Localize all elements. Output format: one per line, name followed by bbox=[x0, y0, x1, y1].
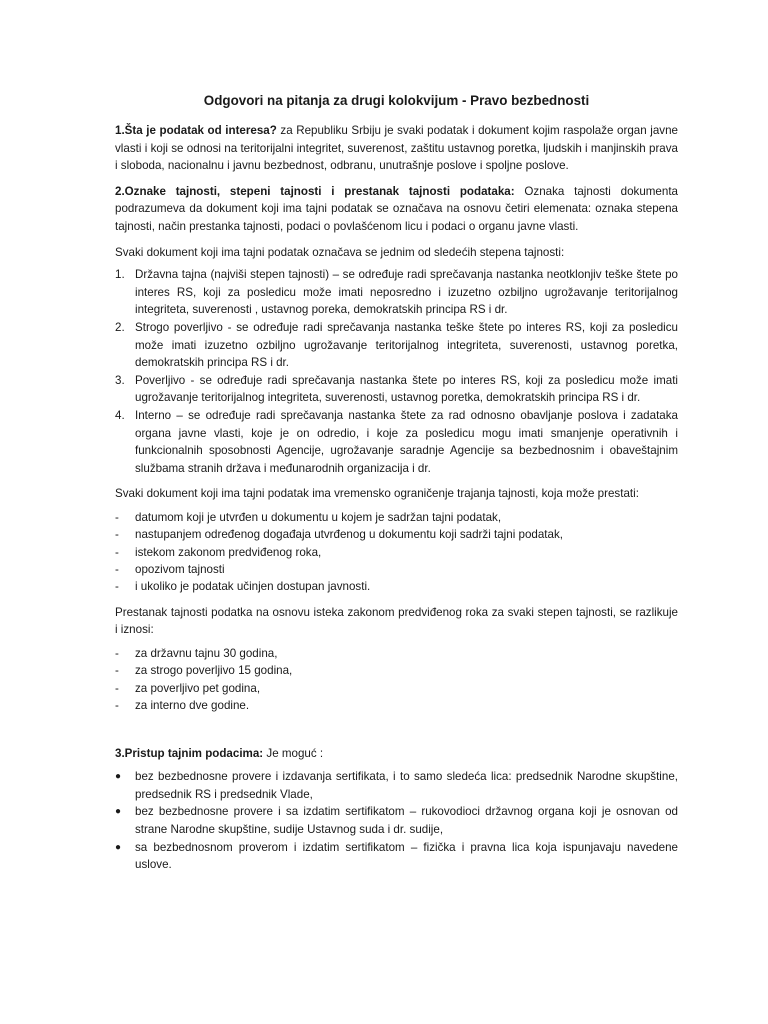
dash-marker: - bbox=[115, 510, 119, 524]
q2-paragraph bbox=[115, 183, 678, 236]
q3-paragraph bbox=[115, 745, 678, 763]
document-title: Odgovori na pitanja za drugi kolokvijum - Pravo bezbednosti bbox=[203, 93, 590, 108]
list-item bbox=[115, 662, 678, 679]
list-item bbox=[115, 319, 678, 372]
list-number: 2. bbox=[115, 320, 125, 334]
bullet-icon: ● bbox=[115, 806, 122, 818]
secrecy-levels-list bbox=[115, 266, 678, 477]
list-item-text: istekom zakonom predviđenog roka, bbox=[135, 545, 322, 559]
list-item bbox=[115, 803, 678, 838]
expiry-list bbox=[115, 645, 678, 715]
list-item bbox=[115, 544, 678, 561]
expiry-intro: Prestanak tajnosti podatka na osnovu isteka zakonom predviđenog roka za svaki stepen tajnosti, se razlikuje i iznosi: bbox=[115, 605, 678, 637]
list-item-text: Poverljivo - se određuje radi sprečavanja nastanka štete po interes RS, koji za posledicu može imati ugrožavanje teritorijalnog integriteta, suverenosti, ustavnog poretka, demokratskih principa RS i dr. bbox=[135, 373, 678, 405]
bullet-icon: ● bbox=[115, 771, 122, 783]
dash-marker: - bbox=[115, 528, 119, 542]
list-item bbox=[115, 407, 678, 477]
list-item-text: bez bezbednosne provere i sa izdatim sertifikatom – rukovodioci državnog organa koji je osnovan od strane Narodne skupštine, sudije Ustavnog suda i dr. sudije, bbox=[135, 805, 678, 836]
list-item-text: nastupanjem određenog događaja utvrđenog u dokumentu koji sadrži tajni podatak, bbox=[135, 528, 563, 542]
time-limit-list bbox=[115, 509, 678, 596]
time-limit-intro: Svaki dokument koji ima tajni podatak ima vremensko ograničenje trajanja tajnosti, koja može prestati: bbox=[115, 487, 639, 501]
dash-marker: - bbox=[115, 563, 119, 577]
list-number: 3. bbox=[115, 373, 125, 387]
list-item bbox=[115, 645, 678, 662]
dash-marker: - bbox=[115, 580, 119, 594]
list-item bbox=[115, 372, 678, 407]
list-item-text: za strogo poverljivo 15 godina, bbox=[135, 664, 293, 678]
dash-marker: - bbox=[115, 664, 119, 678]
access-list bbox=[115, 768, 678, 874]
section-spacer bbox=[115, 723, 678, 745]
list-item-text: Državna tajna (najviši stepen tajnosti) – se određuje radi sprečavanja nastanka neotklonjiv teške štete po interes RS, koji za posledicu može imati neposredno i izuzetno ozbiljno ugrožavanje teritorijalnog integriteta, suverenosti , ustavnog poreka, demokratskih principa RS i dr. bbox=[135, 268, 678, 317]
dash-marker: - bbox=[115, 647, 119, 661]
list-number: 1. bbox=[115, 268, 125, 282]
list-item-text: sa bezbednosnom proverom i izdatim sertifikatom – fizička i pravna lica koja ispunjavaju navedene uslove. bbox=[135, 840, 678, 872]
q1-paragraph bbox=[115, 122, 678, 175]
list-number: 4. bbox=[115, 408, 125, 422]
levels-intro: Svaki dokument koji ima tajni podatak označava se jednim od sledećih stepena tajnosti: bbox=[115, 245, 565, 259]
list-item bbox=[115, 680, 678, 697]
q2-answer: Oznaka tajnosti dokumenta podrazumeva da dokument koji ima tajni podatak se označava na osnovu četiri elemenata: oznaka stepena tajnosti, način prestanka tajnosti, podaci o povlašćenom licu i podaci o organu javne vlasti. bbox=[115, 184, 678, 233]
list-item-text: Strogo poverljivo - se određuje radi sprečavanja nastanka teške štete po interes RS, koji za posledicu može imati izuzetno ozbiljno ugrožavanje teritorijalnog integriteta, suverenosti, ustavnog poretka, demokratskih principa RS i dr. bbox=[135, 320, 678, 370]
dash-marker: - bbox=[115, 681, 119, 695]
list-item-text: datumom koji je utvrđen u dokumentu u kojem je sadržan tajni podatak, bbox=[135, 510, 502, 524]
list-item-text: opozivom tajnosti bbox=[135, 563, 225, 577]
list-item-text: i ukoliko je podatak učinjen dostupan javnosti. bbox=[135, 580, 371, 594]
dash-marker: - bbox=[115, 545, 119, 559]
list-item-text: za poverljivo pet godina, bbox=[135, 681, 261, 695]
q1-question: 1.Šta je podatak od interesa? bbox=[115, 124, 277, 137]
list-item bbox=[115, 509, 678, 526]
q2-question: 2.Oznake tajnosti, stepeni tajnosti i prestanak tajnosti podataka: bbox=[115, 184, 515, 198]
q3-question: 3.Pristup tajnim podacima: bbox=[115, 746, 264, 760]
list-item-text: bez bezbednosne provere i izdavanja sertifikata, i to samo sledeća lica: predsednik Narodne skupštine, predsednik RS i predsednik Vlade, bbox=[135, 770, 678, 801]
list-item bbox=[115, 526, 678, 543]
list-item bbox=[115, 768, 678, 803]
q1-answer: za Republiku Srbiju je svaki podatak i dokument kojim raspolaže organ javne vlasti i koji se odnosi na teritorijalni integritet, suverenost, zaštitu ustavnog poretka, ljudskih i manjinskih prava i sloboda, nacionalnu i javnu bezbednost, odbranu, unutrašnje poslove i spoljne poslove. bbox=[115, 124, 678, 173]
list-item-text: za državnu tajnu 30 godina, bbox=[135, 647, 278, 661]
list-item bbox=[115, 266, 678, 319]
list-item bbox=[115, 839, 678, 874]
bullet-icon: ● bbox=[115, 841, 122, 853]
list-item-text: Interno – se određuje radi sprečavanja nastanka štete za rad odnosno obavljanje poslova i zadataka organa javne vlasti, koje je on odredio, i koje za posledicu mogu imati smanjenje operativnih i funkcionalnih sposobnosti Agencije, ugrožavanje saradnje Agencije sa bezbednosnim i obaveštajnim službama stranih država i međunarodnih organizacija i dr. bbox=[135, 408, 678, 475]
list-item bbox=[115, 697, 678, 714]
dash-marker: - bbox=[115, 699, 119, 713]
q3-answer: Je moguć : bbox=[263, 746, 324, 760]
list-item bbox=[115, 561, 678, 578]
list-item bbox=[115, 578, 678, 595]
list-item-text: za interno dve godine. bbox=[135, 699, 250, 713]
